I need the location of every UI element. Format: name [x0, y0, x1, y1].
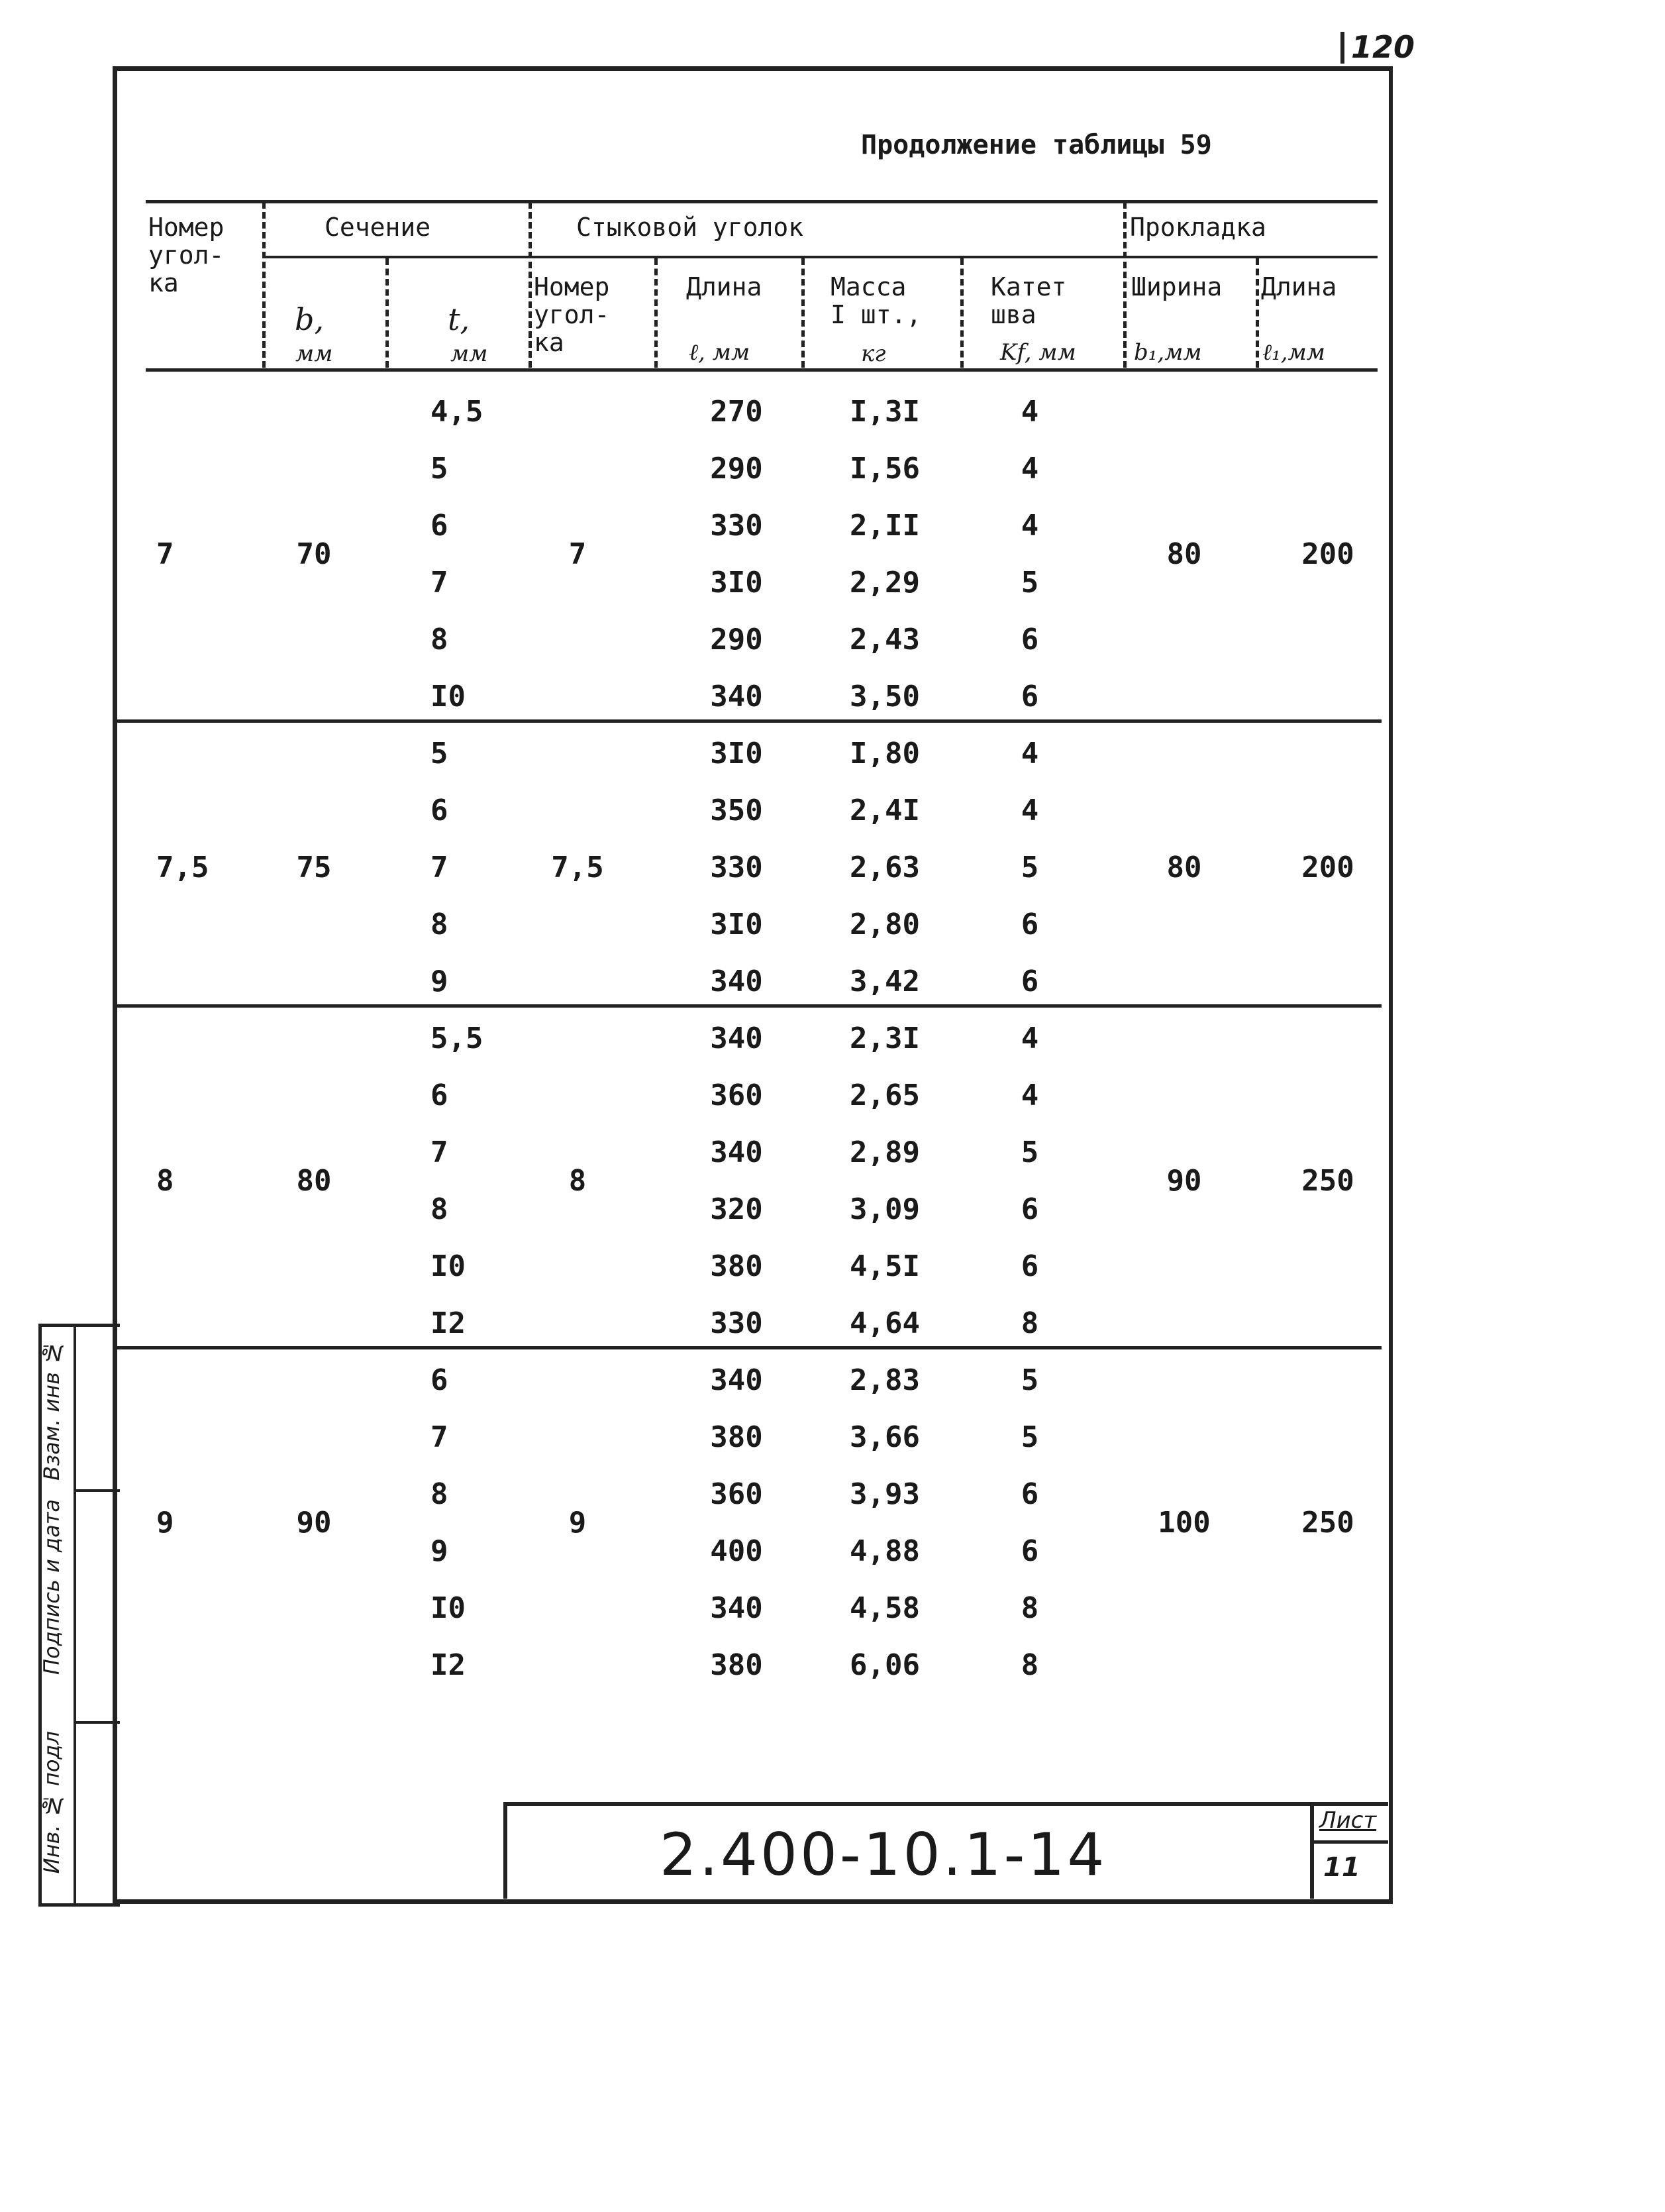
cell-mass: 3,93: [850, 1477, 920, 1511]
cell-gasket-length: 250: [1301, 1506, 1354, 1540]
cell-mass: 2,II: [850, 509, 920, 543]
cell-thickness: 8: [430, 1477, 448, 1511]
cell-length: 340: [710, 1363, 763, 1397]
cell-mass: I,3I: [850, 395, 920, 429]
cell-mass: 2,29: [850, 566, 920, 600]
cell-length: 340: [710, 680, 763, 713]
cell-gasket-width: 90: [1166, 1164, 1202, 1198]
sheet-divider: [1314, 1840, 1388, 1844]
header-b: b,: [295, 301, 325, 337]
cell-gasket-width: 80: [1166, 537, 1202, 571]
cell-angle-number: 7: [156, 537, 174, 571]
cell-weld-leg: 4: [1021, 395, 1039, 429]
col-divider: [1123, 202, 1127, 368]
col-divider: [1256, 258, 1259, 368]
cell-mass: 3,66: [850, 1420, 920, 1454]
group-separator: [117, 1346, 1382, 1349]
cell-mass: 2,4I: [850, 794, 920, 827]
cell-weld-leg: 4: [1021, 509, 1039, 543]
cell-gasket-length: 250: [1301, 1164, 1354, 1198]
cell-thickness: 7: [430, 566, 448, 600]
cell-joint-angle-number: 7: [568, 537, 587, 571]
cell-section-b: 75: [296, 851, 332, 884]
stamp-inv-orig: Инв. № подл: [39, 1731, 64, 1874]
page-number-bar: [1340, 32, 1344, 64]
cell-thickness: 6: [430, 1079, 448, 1112]
cell-length: 380: [710, 1420, 763, 1454]
col-divider: [262, 202, 266, 368]
cell-length: 320: [710, 1192, 763, 1226]
sheet-number: 11: [1323, 1852, 1360, 1883]
cell-gasket-width: 100: [1158, 1506, 1211, 1540]
sheet-label: Лист: [1319, 1807, 1377, 1834]
header-mass: Масса I шт.,: [831, 272, 922, 329]
header-angle-number: Номер угол- ка: [148, 213, 225, 297]
cell-thickness: 8: [430, 623, 448, 657]
header-mass-unit: кг: [861, 341, 886, 367]
cell-gasket-length: 200: [1301, 537, 1354, 571]
cell-weld-leg: 6: [1021, 1192, 1039, 1226]
stamp-divider: [74, 1327, 76, 1903]
header-weld-unit: Kf, мм: [1000, 339, 1076, 366]
cell-length: 380: [710, 1249, 763, 1283]
cell-length: 350: [710, 794, 763, 827]
cell-length: 330: [710, 509, 763, 543]
cell-thickness: 7: [430, 851, 448, 884]
header-t-unit: мм: [450, 341, 488, 367]
cell-angle-number: 8: [156, 1164, 174, 1198]
cell-length: 360: [710, 1079, 763, 1112]
cell-weld-leg: 6: [1021, 1477, 1039, 1511]
cell-mass: 3,09: [850, 1192, 920, 1226]
cell-mass: 2,89: [850, 1135, 920, 1169]
group-separator: [117, 719, 1382, 723]
cell-length: 360: [710, 1477, 763, 1511]
cell-thickness: 5,5: [430, 1022, 483, 1055]
cell-thickness: 8: [430, 1192, 448, 1226]
header-length: Длина: [686, 272, 762, 301]
group-separator: [117, 1004, 1382, 1008]
cell-length: 340: [710, 1591, 763, 1625]
col-divider: [654, 258, 658, 368]
header-t: t,: [448, 301, 470, 337]
cell-thickness: 7: [430, 1420, 448, 1454]
cell-thickness: I2: [430, 1306, 466, 1340]
cell-mass: 2,3I: [850, 1022, 920, 1055]
cell-weld-leg: 6: [1021, 908, 1039, 941]
col-divider: [801, 258, 805, 368]
cell-length: 3I0: [710, 908, 763, 941]
cell-thickness: 6: [430, 509, 448, 543]
stamp-sign-date: Подпись и дата: [39, 1499, 64, 1675]
cell-length: 3I0: [710, 566, 763, 600]
cell-thickness: 4,5: [430, 395, 483, 429]
cell-mass: 4,5I: [850, 1249, 920, 1283]
cell-mass: 2,43: [850, 623, 920, 657]
cell-length: 330: [710, 1306, 763, 1340]
cell-joint-angle-number: 7,5: [551, 851, 604, 884]
cell-joint-angle-number: 8: [568, 1164, 587, 1198]
cell-thickness: 9: [430, 1534, 448, 1568]
cell-length: 340: [710, 1022, 763, 1055]
cell-weld-leg: 5: [1021, 1363, 1039, 1397]
cell-mass: 3,42: [850, 965, 920, 998]
cell-weld-leg: 6: [1021, 1249, 1039, 1283]
cell-weld-leg: 8: [1021, 1306, 1039, 1340]
cell-mass: I,80: [850, 737, 920, 770]
header-sub-rule-gasket: [1126, 256, 1378, 258]
cell-weld-leg: 4: [1021, 452, 1039, 486]
cell-mass: 2,80: [850, 908, 920, 941]
cell-weld-leg: 5: [1021, 1420, 1039, 1454]
cell-weld-leg: 4: [1021, 794, 1039, 827]
cell-mass: 2,63: [850, 851, 920, 884]
document-code: 2.400-10.1-14: [660, 1820, 1107, 1889]
cell-thickness: 5: [430, 452, 448, 486]
header-ja-number: Номер угол- ка: [534, 272, 610, 357]
cell-length: 340: [710, 965, 763, 998]
stamp-cell-line: [74, 1489, 120, 1492]
cell-joint-angle-number: 9: [568, 1506, 587, 1540]
cell-length: 330: [710, 851, 763, 884]
cell-thickness: 6: [430, 794, 448, 827]
cell-length: 290: [710, 452, 763, 486]
stamp-inv-replace: Взам. инв №: [39, 1340, 64, 1481]
sheet-box: [1310, 1806, 1388, 1899]
cell-length: 3I0: [710, 737, 763, 770]
cell-weld-leg: 6: [1021, 965, 1039, 998]
cell-mass: 2,83: [850, 1363, 920, 1397]
cell-length: 290: [710, 623, 763, 657]
title-block: [503, 1802, 1388, 1899]
cell-thickness: 7: [430, 1135, 448, 1169]
cell-angle-number: 7,5: [156, 851, 209, 884]
cell-thickness: I0: [430, 1591, 466, 1625]
cell-weld-leg: 4: [1021, 1022, 1039, 1055]
cell-weld-leg: 6: [1021, 1534, 1039, 1568]
header-sub-rule: [265, 256, 1126, 258]
header-width-unit: b₁,мм: [1134, 339, 1202, 366]
cell-weld-leg: 5: [1021, 566, 1039, 600]
header-b-unit: мм: [295, 341, 333, 367]
cell-section-b: 80: [296, 1164, 332, 1198]
cell-weld-leg: 4: [1021, 737, 1039, 770]
cell-mass: 6,06: [850, 1648, 920, 1682]
cell-thickness: I0: [430, 1249, 466, 1283]
cell-length: 400: [710, 1534, 763, 1568]
cell-weld-leg: 8: [1021, 1648, 1039, 1682]
table-caption: Продолжение таблицы 59: [861, 130, 1212, 160]
cell-gasket-width: 80: [1166, 851, 1202, 884]
page-number: 120: [1351, 29, 1415, 65]
cell-thickness: I2: [430, 1648, 466, 1682]
cell-thickness: 6: [430, 1363, 448, 1397]
cell-weld-leg: 5: [1021, 1135, 1039, 1169]
header-section: Сечение: [325, 213, 431, 242]
side-stamp: [38, 1324, 120, 1907]
cell-weld-leg: 6: [1021, 680, 1039, 713]
header-joint-angle: Стыковой уголок: [576, 213, 804, 242]
col-divider: [529, 202, 532, 368]
cell-mass: 2,65: [850, 1079, 920, 1112]
table-top-rule: [146, 200, 1378, 203]
header-gasket-length-unit: ℓ₁,мм: [1262, 339, 1325, 366]
col-divider: [385, 258, 389, 368]
cell-thickness: 9: [430, 965, 448, 998]
cell-length: 380: [710, 1648, 763, 1682]
cell-angle-number: 9: [156, 1506, 174, 1540]
cell-mass: 4,58: [850, 1591, 920, 1625]
cell-length: 340: [710, 1135, 763, 1169]
cell-section-b: 90: [296, 1506, 332, 1540]
cell-gasket-length: 200: [1301, 851, 1354, 884]
cell-length: 270: [710, 395, 763, 429]
cell-mass: 4,64: [850, 1306, 920, 1340]
cell-mass: 3,50: [850, 680, 920, 713]
cell-weld-leg: 4: [1021, 1079, 1039, 1112]
header-width: Ширина: [1131, 272, 1223, 301]
cell-mass: 4,88: [850, 1534, 920, 1568]
cell-weld-leg: 6: [1021, 623, 1039, 657]
cell-thickness: 5: [430, 737, 448, 770]
cell-thickness: 8: [430, 908, 448, 941]
cell-thickness: I0: [430, 680, 466, 713]
header-length-unit: ℓ, мм: [689, 339, 750, 366]
header-weld: Катет шва: [991, 272, 1067, 329]
header-gasket-length: Длина: [1261, 272, 1337, 301]
header-gasket: Прокладка: [1130, 213, 1266, 242]
header-bottom-rule: [146, 368, 1378, 372]
cell-weld-leg: 5: [1021, 851, 1039, 884]
cell-weld-leg: 8: [1021, 1591, 1039, 1625]
col-divider: [960, 258, 964, 368]
cell-section-b: 70: [296, 537, 332, 571]
stamp-cell-line: [74, 1721, 120, 1724]
cell-mass: I,56: [850, 452, 920, 486]
